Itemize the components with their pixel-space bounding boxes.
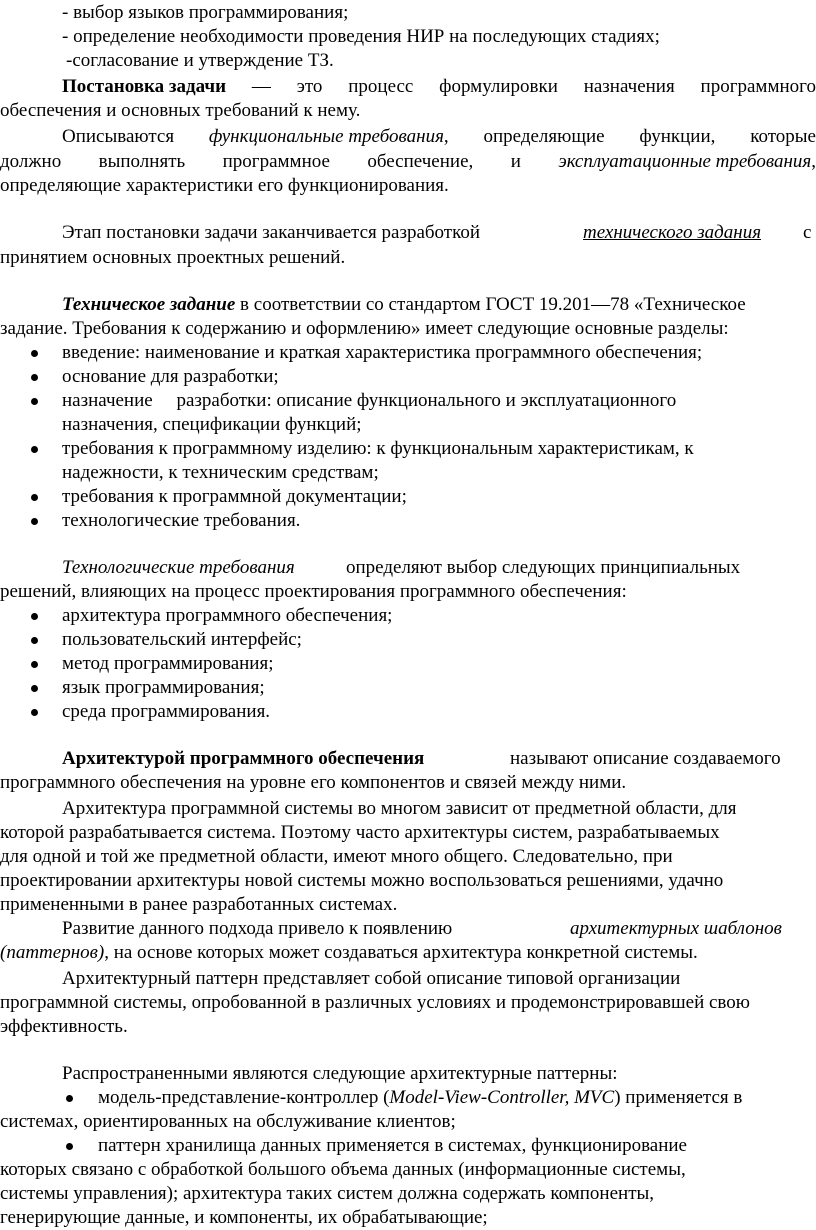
word: которые bbox=[750, 126, 816, 147]
word: и bbox=[510, 151, 521, 172]
text: модель-представление-контроллер ( bbox=[98, 1087, 390, 1108]
term-operational: эксплуатационные требования bbox=[558, 151, 812, 172]
list-item-cont: системы управления); архитектура таких систем должна содержать компоненты, bbox=[0, 1183, 655, 1204]
bullet-icon bbox=[66, 1095, 73, 1102]
bullet-icon bbox=[31, 518, 38, 525]
paragraph-line: определяют выбор следующих принципиальных bbox=[346, 557, 741, 578]
paragraph-line: называют описание создаваемого bbox=[510, 748, 781, 769]
paragraph-line: эффективность. bbox=[0, 1016, 128, 1037]
paragraph-line: программной системы, опробованной в различных условиях и продемонстрировавшей свою bbox=[0, 992, 750, 1013]
bullet-icon bbox=[31, 685, 38, 692]
term-architecture: Архитектурой программного обеспечения bbox=[62, 748, 425, 769]
term-tz: Техническое задание bbox=[62, 294, 236, 315]
paragraph-line: обеспечения и основных требований к нему. bbox=[0, 100, 361, 121]
term-patterns-alt: (паттернов) bbox=[0, 942, 105, 963]
word: Описываются bbox=[62, 126, 175, 147]
term-mvc: Model-View-Controller, MVC bbox=[389, 1087, 615, 1108]
list-item-cont: надежности, к техническим средствам; bbox=[62, 462, 379, 483]
bullet-icon bbox=[31, 398, 38, 405]
list-item: архитектура программного обеспечения; bbox=[62, 605, 393, 626]
paragraph-line: решений, влияющих на процесс проектирования программного обеспечения: bbox=[0, 581, 627, 602]
paragraph-line bbox=[62, 124, 816, 149]
list-line: - выбор языков программирования; bbox=[62, 2, 349, 23]
bullet-icon bbox=[31, 613, 38, 620]
word: обеспечение, bbox=[367, 151, 474, 172]
paragraph-line: проектировании архитектуры новой системы можно воспользоваться решениями, удачно bbox=[0, 870, 724, 891]
comma: , bbox=[443, 126, 449, 147]
paragraph-line: определяющие характеристики его функционирования. bbox=[0, 175, 449, 196]
term-task: Постановка задачи bbox=[62, 76, 227, 97]
word: программное bbox=[222, 151, 330, 172]
bullet-icon bbox=[31, 661, 38, 668]
paragraph-line: Развитие данного подхода привело к появлению bbox=[62, 918, 453, 939]
bullet-icon bbox=[31, 446, 38, 453]
list-item: метод программирования; bbox=[62, 653, 274, 674]
bullet-icon bbox=[31, 637, 38, 644]
list-item-cont: которых связано с обработкой большого объема данных (информационные системы, bbox=[0, 1159, 686, 1180]
paragraph-line: Архитектурный паттерн представляет собой описание типовой организации bbox=[62, 968, 681, 989]
term-tech-req: Технологические требования bbox=[62, 557, 295, 578]
word: выполнять bbox=[98, 151, 186, 172]
text: , на основе которых может создаваться архитектура конкретной системы. bbox=[104, 942, 698, 963]
list-item: среда программирования. bbox=[62, 701, 271, 722]
paragraph-line: которой разрабатывается система. Поэтому часто архитектуры систем, разрабатываемых bbox=[0, 822, 720, 843]
list-line: -согласование и утверждение ТЗ. bbox=[66, 50, 334, 71]
term-tech-spec: технического задания bbox=[583, 222, 762, 243]
word: программного bbox=[700, 76, 816, 97]
word: определяющие bbox=[483, 126, 605, 147]
list-item: пользовательский интерфейс; bbox=[62, 629, 302, 650]
word: функции, bbox=[639, 126, 716, 147]
paragraph-line: программного обеспечения на уровне его компонентов и связей между ними. bbox=[0, 772, 627, 793]
bullet-icon bbox=[66, 1143, 73, 1150]
paragraph-line bbox=[0, 940, 698, 965]
list-item-cont: системах, ориентированных на обслуживание клиентов; bbox=[0, 1111, 456, 1132]
dash: — bbox=[251, 76, 271, 97]
paragraph-line bbox=[0, 149, 816, 174]
list-item: технологические требования. bbox=[62, 510, 301, 531]
paragraph-line bbox=[62, 74, 816, 99]
list-item: основание для разработки; bbox=[62, 366, 279, 387]
bullet-icon bbox=[31, 374, 38, 381]
bullet-icon bbox=[31, 709, 38, 716]
paragraph-line: задание. Требования к содержанию и оформлению» имеет следующие основные разделы: bbox=[0, 318, 729, 339]
bullet-icon bbox=[31, 494, 38, 501]
word: должно bbox=[0, 151, 62, 172]
text: в соответствии со стандартом ГОСТ 19.201—78 «Техническое bbox=[240, 294, 746, 315]
term-functional: функциональные требования bbox=[208, 126, 444, 147]
list-item bbox=[98, 1085, 742, 1110]
list-item: паттерн хранилища данных применяется в системах, функционирование bbox=[98, 1135, 687, 1156]
list-item: введение: наименование и краткая характеристика программного обеспечения; bbox=[62, 342, 703, 363]
paragraph-line: Архитектура программной системы во многом зависит от предметной области, для bbox=[62, 798, 737, 819]
paragraph-line: для одной и той же предметной области, имеют много общего. Следовательно, при bbox=[0, 846, 673, 867]
list-item: язык программирования; bbox=[62, 677, 265, 698]
word: с bbox=[803, 222, 812, 243]
paragraph-line: Распространенными являются следующие архитектурные паттерны: bbox=[62, 1063, 618, 1084]
bullet-icon bbox=[31, 350, 38, 357]
word: формулировки bbox=[439, 76, 558, 97]
text: ) применяется в bbox=[614, 1087, 743, 1108]
list-item: требования к программному изделию: к функциональным характеристикам, к bbox=[62, 438, 694, 459]
list-item-cont: назначения, спецификации функций; bbox=[62, 414, 362, 435]
comma: , bbox=[811, 151, 816, 172]
term-patterns: архитектурных шаблонов bbox=[570, 918, 782, 939]
word: назначения bbox=[583, 76, 675, 97]
paragraph-line bbox=[62, 292, 746, 317]
word: процесс bbox=[348, 76, 414, 97]
list-item-cont: генерирующие данные, и компоненты, их обрабатывающие; bbox=[0, 1207, 488, 1228]
paragraph-line: примененными в ранее разработанных системах. bbox=[0, 894, 398, 915]
word: это bbox=[296, 76, 323, 97]
list-item: назначение разработки: описание функционального и эксплуатационного bbox=[62, 390, 677, 411]
list-line: - определение необходимости проведения НИР на последующих стадиях; bbox=[62, 26, 660, 47]
paragraph-line: принятием основных проектных решений. bbox=[0, 247, 346, 268]
list-item: требования к программной документации; bbox=[62, 486, 407, 507]
paragraph-line: Этап постановки задачи заканчивается разработкой bbox=[62, 222, 481, 243]
